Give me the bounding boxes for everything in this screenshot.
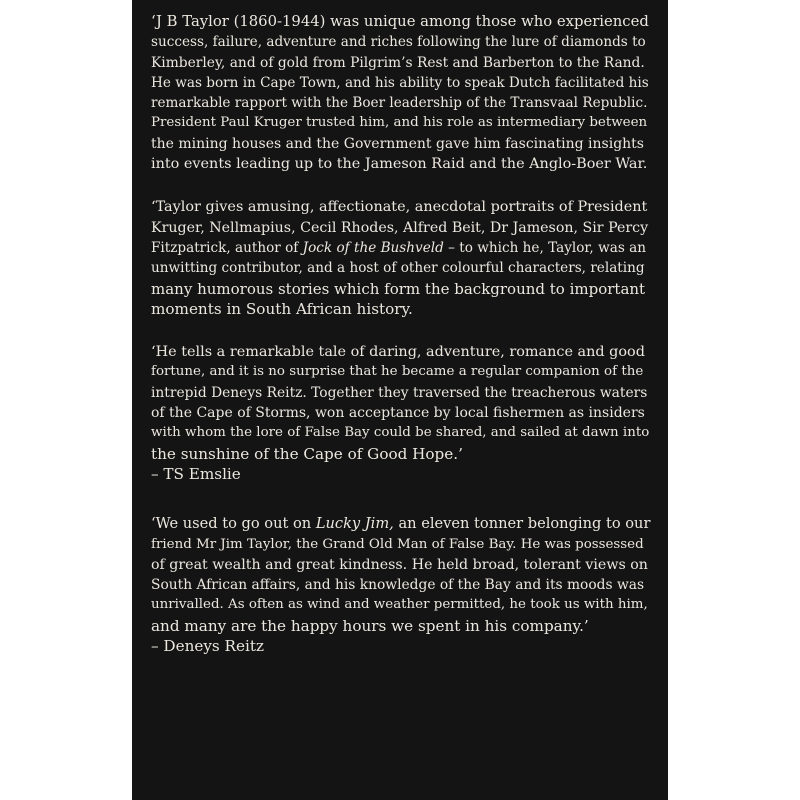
paragraph-gap [151,319,650,342]
boat-name-italic: Lucky Jim, [315,515,394,533]
text-line: into events leading up to the Jameson Raid and the Anglo-Boer War. [151,156,648,173]
text-line: ‘He tells a remarkable tale of daring, adventure, romance and good [151,344,645,361]
text-line: ‘J B Taylor (1860-1944) was unique among those who experienced [151,13,649,30]
text-line: ‘Taylor gives amusing, affectionate, anecdotal portraits of President [151,199,648,216]
text-line: unrivalled. As often as wind and weather permitted, he took us with him, [151,597,648,613]
paragraph-emslie-quote [151,342,650,484]
paragraph-gap [151,174,650,197]
paragraph-reitz-quote [151,514,650,656]
text-line: the sunshine of the Cape of Good Hope.’ [151,444,463,463]
text-line: success, failure, adventure and riches following the lure of diamonds to [151,34,646,51]
text-line: with whom the lore of False Bay could be shared, and sailed at dawn into [151,425,650,441]
attribution-reitz: – Deneys Reitz [151,637,264,656]
text-line: President Paul Kruger trusted him, and his role as intermediary between [151,115,648,131]
text-line: and many are the happy hours we spent in his company.’ [151,616,589,635]
text-segment: an eleven tonner belonging to our [393,515,651,533]
text-line: intrepid Deneys Reitz. Together they traversed the treacherous waters [151,384,648,401]
text-line: of great wealth and great kindness. He held broad, tolerant views on [151,556,648,573]
text-line: He was born in Cape Town, and his ability to speak Dutch facilitated his [151,74,649,91]
text-segment: Fitzpatrick, author of [151,239,303,256]
text-line: Kimberley, and of gold from Pilgrim’s Rest and Barberton to the Rand. [151,54,645,71]
text-line: moments in South African history. [151,299,413,318]
text-line: Kruger, Nellmapius, Cecil Rhodes, Alfred Beit, Dr Jameson, Sir Percy [151,219,649,236]
text-line: of the Cape of Storms, won acceptance by local fishermen as insiders [151,405,645,422]
back-cover-panel [132,0,668,800]
text-line: the mining houses and the Government gave him fascinating insights [151,135,644,152]
paragraph-taylor-intro [151,12,650,174]
paragraph-portraits [151,197,650,319]
text-line: unwitting contributor, and a host of other colourful characters, relating [151,260,645,277]
text-line: South African affairs, and his knowledge of the Bay and its moods was [151,577,645,594]
paragraph-gap [151,484,650,514]
text-line: fortune, and it is no surprise that he became a regular companion of the [151,364,644,380]
text-line: remarkable rapport with the Boer leadership of the Transvaal Republic. [151,95,648,112]
text-segment: ‘We used to go out on [151,515,316,533]
text-line-with-title [151,238,650,258]
attribution-emslie: – TS Emslie [151,464,241,483]
text-segment: – to which he, Taylor, was an [443,239,646,256]
text-line: many humorous stories which form the background to important [151,279,646,298]
book-title-italic: Jock of the Bushveld [302,239,444,256]
text-line-with-title [151,514,650,534]
text-line: friend Mr Jim Taylor, the Grand Old Man of False Bay. He was possessed [151,536,644,552]
